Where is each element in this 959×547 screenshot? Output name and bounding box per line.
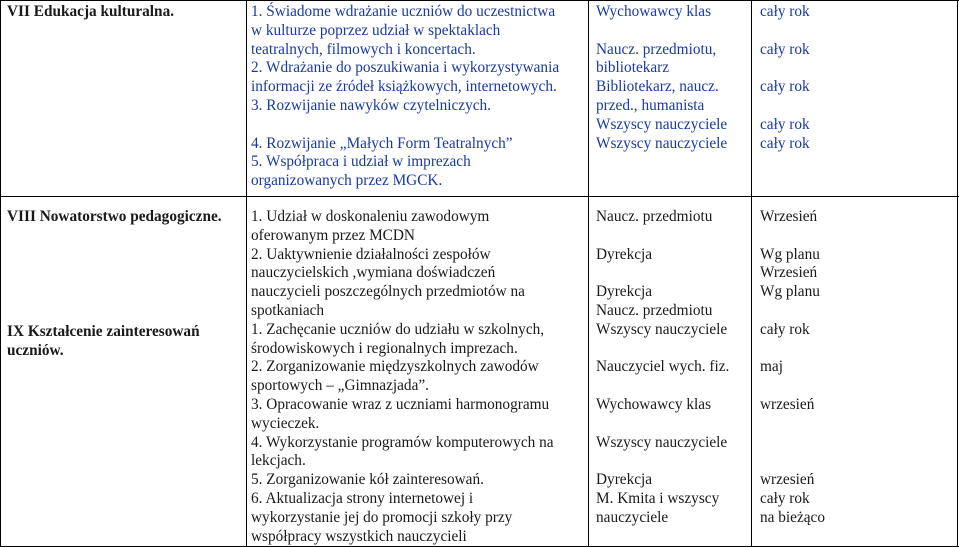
task-line: 4. Wykorzystanie programów komputerowych na: [251, 433, 554, 451]
responsible-line: M. Kmita i wszyscy: [596, 489, 720, 507]
task-line: 1. Zachęcanie uczniów do udziału w szkolnych,: [251, 320, 545, 338]
task-line: nauczycielskich ,wymiana doświadczeń: [251, 264, 496, 282]
section-deadlines: [760, 3, 810, 153]
section-responsible: [596, 208, 729, 528]
deadline-line: wrzesień: [760, 471, 815, 489]
deadline-line: cały rok: [760, 78, 810, 96]
task-line: 5. Współpraca i udział w imprezach: [251, 153, 471, 171]
task-line: spotkaniach: [251, 301, 325, 319]
task-line: 1. Świadome wdrażanie uczniów do uczestnictwa: [251, 3, 556, 20]
spacer: [596, 264, 729, 283]
spacer: [760, 22, 810, 41]
spacer: [760, 452, 825, 471]
responsible-line: Naucz. przedmiotu: [596, 301, 713, 319]
spacer: [760, 97, 810, 116]
deadline-line: cały rok: [760, 3, 810, 20]
responsible-line: Naucz. przedmiotu: [596, 208, 713, 225]
deadline-line: cały rok: [760, 320, 810, 338]
table-border-col2: [588, 0, 589, 547]
spacer: [596, 415, 729, 434]
deadline-line: Wg planu: [760, 283, 820, 301]
task-line: informacji ze źródeł książkowych, internetowych.: [251, 78, 557, 96]
responsible-line: Naucz. przedmiotu,: [596, 40, 717, 58]
section-heading: VII Edukacja kulturalna.: [7, 3, 175, 20]
deadline-line: cały rok: [760, 489, 810, 507]
responsible-line: Dyrekcja: [596, 471, 653, 489]
task-line: oferowanym przez MCDN: [251, 226, 415, 244]
task-line: sportowych – „Gimnazjada”.: [251, 377, 429, 395]
deadline-line: Wrzesień: [760, 208, 818, 225]
responsible-line: Wszyscy nauczyciele: [596, 433, 728, 451]
section-tasks: [251, 208, 554, 546]
responsible-line: przed., humanista: [596, 96, 705, 114]
task-line: w kulturze poprzez udział w spektaklach: [251, 21, 501, 39]
spacer: [760, 227, 825, 246]
table-border-right: [957, 0, 958, 547]
spacer: [760, 340, 825, 359]
task-line: 1. Udział w doskonaleniu zawodowym: [251, 208, 490, 225]
table-border-col3: [751, 0, 752, 547]
responsible-line: Nauczyciel wych. fiz.: [596, 358, 730, 376]
section-heading-secondary: IX Kształcenie zainteresowań uczniów.: [7, 323, 200, 359]
task-line: 3. Opracowanie wraz z uczniami harmonogramu: [251, 395, 550, 413]
task-line: 2. Wdrażanie do poszukiwania i wykorzystywania: [251, 59, 560, 77]
task-line: wykorzystanie jej do promocji szkoły przy: [251, 508, 513, 526]
spacer: [760, 415, 825, 434]
task-line: lekcjach.: [251, 452, 306, 470]
responsible-line: Wszyscy nauczyciele: [596, 134, 728, 152]
responsible-line: bibliotekarz: [596, 59, 670, 77]
responsible-line: Bibliotekarz, naucz.: [596, 78, 719, 96]
spacer: [596, 227, 729, 246]
deadline-line: maj: [760, 358, 783, 376]
table-border-left: [0, 0, 1, 547]
responsible-line: Wychowawcy klas: [596, 395, 712, 413]
task-line: współpracy wszystkich nauczycieli: [251, 527, 467, 545]
responsible-line: Dyrekcja: [596, 283, 653, 301]
task-line: organizowanych przez MGCK.: [251, 172, 443, 190]
spacer: [596, 452, 729, 471]
spacer: [760, 377, 825, 396]
spacer: [596, 22, 727, 41]
responsible-line: Dyrekcja: [596, 245, 653, 263]
task-line: teatralnych, filmowych i koncertach.: [251, 40, 476, 58]
task-line: wycieczek.: [251, 414, 320, 432]
responsible-line: nauczyciele: [596, 508, 669, 526]
table-border-col1: [246, 0, 247, 547]
deadline-line: na bieżąco: [760, 508, 825, 526]
section-responsible: [596, 3, 727, 153]
task-line: 6. Aktualizacja strony internetowej i: [251, 489, 474, 507]
spacer: [760, 59, 810, 78]
task-line: 2. Uaktywnienie działalności zespołów: [251, 245, 491, 263]
deadline-line: Wg planu: [760, 245, 820, 263]
spacer: [760, 434, 825, 453]
table-border-top: [0, 0, 959, 1]
deadline-line: cały rok: [760, 115, 810, 133]
task-line: nauczycieli poszczególnych przedmiotów na: [251, 283, 525, 301]
deadline-line: cały rok: [760, 40, 810, 58]
section-heading: VIII Nowatorstwo pedagogiczne.: [7, 208, 222, 225]
section-deadlines: [760, 208, 825, 528]
task-line: 5. Zorganizowanie kół zainteresowań.: [251, 471, 484, 489]
spacer: [596, 340, 729, 359]
spacer: [596, 377, 729, 396]
table-row-divider: [0, 196, 959, 197]
task-line: środowiskowych i regionalnych imprezach.: [251, 339, 518, 357]
task-line: 3. Rozwijanie nawyków czytelniczych.: [251, 96, 491, 114]
responsible-line: Wychowawcy klas: [596, 3, 712, 20]
spacer: [251, 116, 559, 135]
task-line: 4. Rozwijanie „Małych Form Teatralnych”: [251, 134, 513, 152]
section-tasks: [251, 3, 559, 191]
deadline-line: Wrzesień: [760, 264, 818, 282]
responsible-line: Wszyscy nauczyciele: [596, 115, 728, 133]
spacer: [760, 302, 825, 321]
task-line: 2. Zorganizowanie międzyszkolnych zawodów: [251, 358, 539, 376]
responsible-line: Wszyscy nauczyciele: [596, 320, 728, 338]
deadline-line: wrzesień: [760, 395, 815, 413]
deadline-line: cały rok: [760, 134, 810, 152]
